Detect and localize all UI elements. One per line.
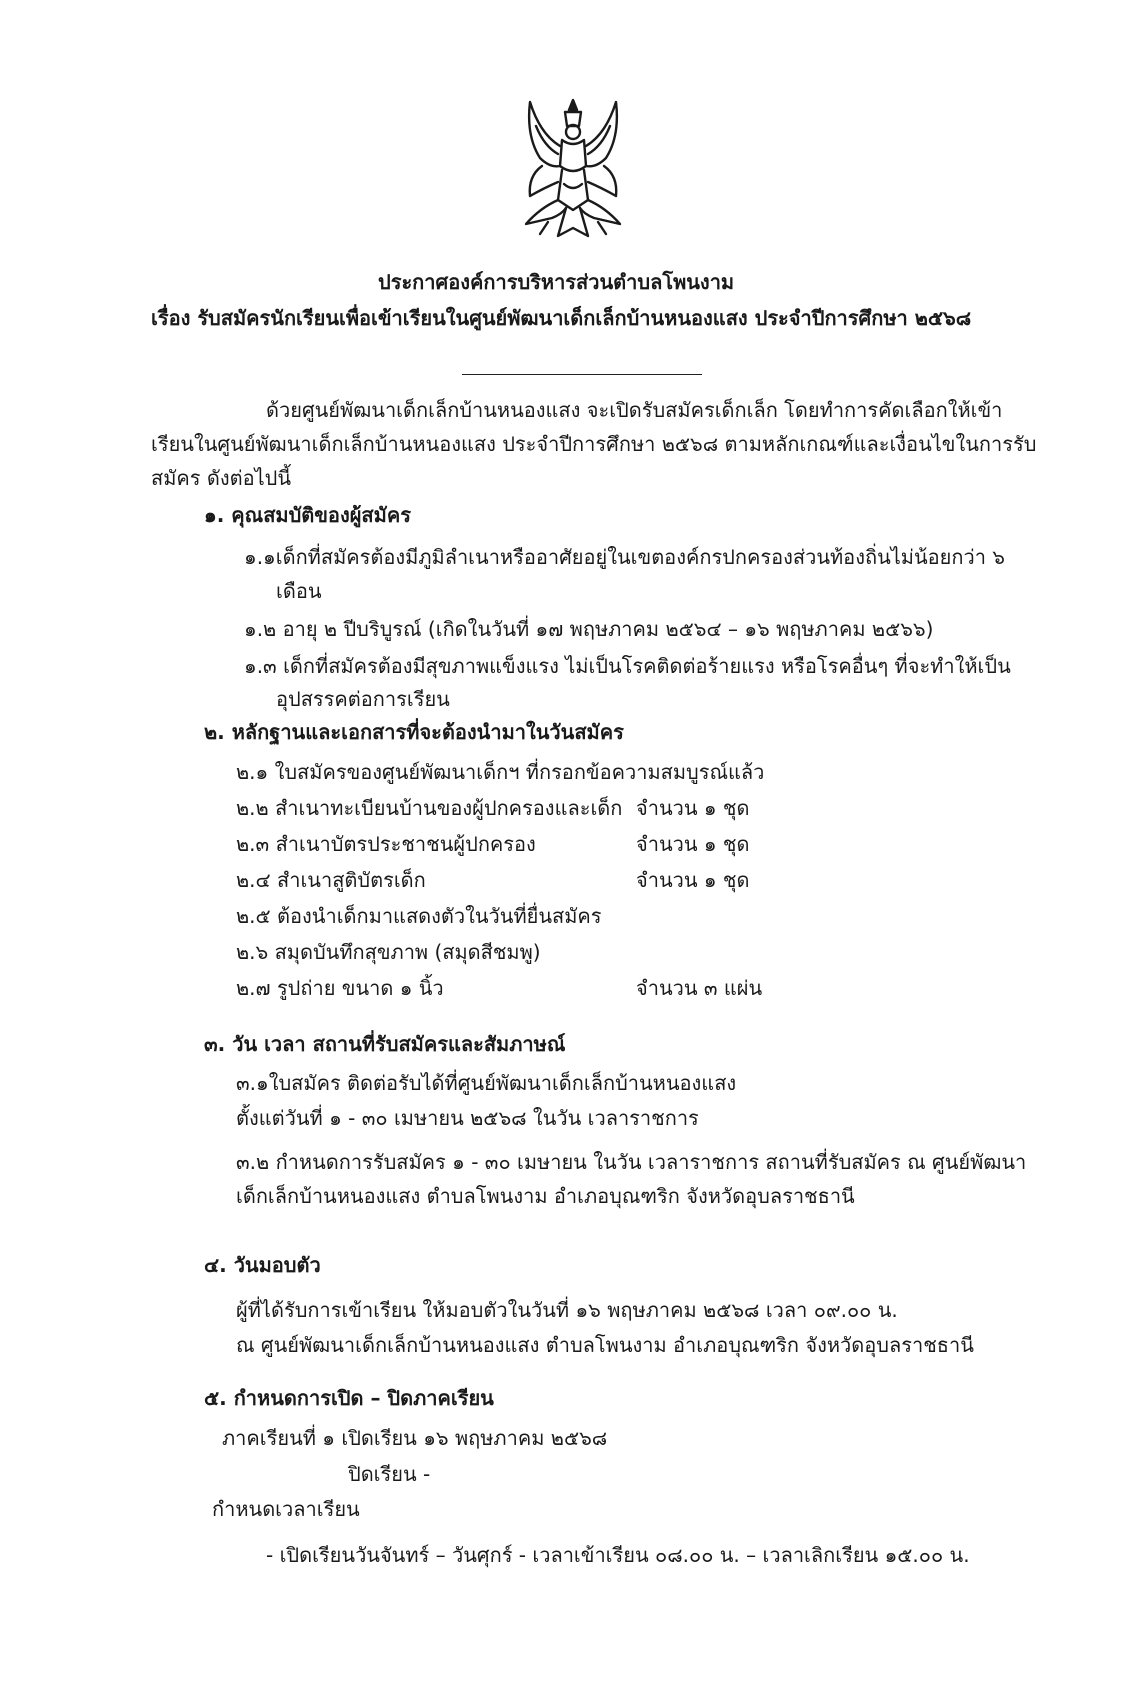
section-2-item-text: ๒.๔ สำเนาสูติบัตรเด็ก [236,868,426,892]
section-1-heading: ๑. คุณสมบัติของผู้สมัคร [204,503,411,527]
section-3-heading: ๓. วัน เวลา สถานที่รับสมัครและสัมภาษณ์ [204,1032,566,1056]
section-4-line-1: ผู้ที่ได้รับการเข้าเรียน ให้มอบตัวในวันที่ ๑๖ พฤษภาคม ๒๕๖๘ เวลา ๐๙.๐๐ น. [236,1298,898,1322]
title-divider [462,374,702,375]
section-5-line-3: กำหนดเวลาเรียน [212,1497,360,1521]
intro-line-2: เรียนในศูนย์พัฒนาเด็กเล็กบ้านหนองแสง ประจำปีการศึกษา ๒๕๖๘ ตามหลักเกณฑ์และเงื่อนไขในการรับ [151,432,1037,456]
section-1-item-1: ๑.๑เด็กที่สมัครต้องมีภูมิลำเนาหรืออาศัยอยู่ในเขตองค์กรปกครองส่วนท้องถิ่นไม่น้อยกว่า ๖ [244,545,1006,569]
section-2-item-text: ๒.๕ ต้องนำเด็กมาแสดงตัวในวันที่ยื่นสมัคร [236,904,602,928]
garuda-emblem-icon [518,96,628,244]
section-2-item-qty: จำนวน ๓ แผ่น [636,976,763,1000]
section-2-item-qty: จำนวน ๑ ชุด [636,796,750,820]
section-5-line-1: ภาคเรียนที่ ๑ เปิดเรียน ๑๖ พฤษภาคม ๒๕๖๘ [222,1426,608,1450]
section-2-item-text: ๒.๖ สมุดบันทึกสุขภาพ (สมุดสีชมพู) [236,940,541,964]
section-2-item-text: ๒.๗ รูปถ่าย ขนาด ๑ นิ้ว [236,976,444,1000]
section-1-item-1-cont: เดือน [276,579,322,603]
announcement-title: ประกาศองค์การบริหารส่วนตำบลโพนงาม [378,270,735,294]
section-1-item-2: ๑.๒ อายุ ๒ ปีบริบูรณ์ (เกิดในวันที่ ๑๗ พฤษภาคม ๒๕๖๔ – ๑๖ พฤษภาคม ๒๕๖๖) [244,617,934,641]
section-5-heading: ๕. กำหนดการเปิด – ปิดภาคเรียน [204,1386,494,1410]
section-1-item-3: ๑.๓ เด็กที่สมัครต้องมีสุขภาพแข็งแรง ไม่เป็นโรคติดต่อร้ายแรง หรือโรคอื่นๆ ที่จะทำให้เป็น [244,654,1011,678]
section-2-heading: ๒. หลักฐานและเอกสารที่จะต้องนำมาในวันสมัคร [204,720,624,744]
section-3-line-3: ๓.๒ กำหนดการรับสมัคร ๑ - ๓๐ เมษายน ในวัน เวลาราชการ สถานที่รับสมัคร ณ ศูนย์พัฒนา [236,1150,1027,1174]
section-1-item-3-cont: อุปสรรคต่อการเรียน [276,687,450,711]
section-5-line-4: - เปิดเรียนวันจันทร์ – วันศุกร์ - เวลาเข้าเรียน ๐๘.๐๐ น. – เวลาเลิกเรียน ๑๕.๐๐ น. [266,1543,970,1567]
section-4-heading: ๔. วันมอบตัว [204,1253,321,1277]
section-3-line-2: ตั้งแต่วันที่ ๑ - ๓๐ เมษายน ๒๕๖๘ ในวัน เวลาราชการ [236,1106,699,1130]
section-3-line-1: ๓.๑ใบสมัคร ติดต่อรับได้ที่ศูนย์พัฒนาเด็กเล็กบ้านหนองแสง [236,1071,737,1095]
section-3-line-4: เด็กเล็กบ้านหนองแสง ตำบลโพนงาม อำเภอบุณฑริก จังหวัดอุบลราชธานี [236,1184,855,1208]
announcement-subject: เรื่อง รับสมัครนักเรียนเพื่อเข้าเรียนในศูนย์พัฒนาเด็กเล็กบ้านหนองแสง ประจำปีการศึกษา ๒๕๖๘ [151,306,972,330]
section-2-item-text: ๒.๓ สำเนาบัตรประชาชนผู้ปกครอง [236,832,536,856]
section-2-item-qty: จำนวน ๑ ชุด [636,868,750,892]
section-4-line-2: ณ ศูนย์พัฒนาเด็กเล็กบ้านหนองแสง ตำบลโพนงาม อำเภอบุณฑริก จังหวัดอุบลราชธานี [236,1333,974,1357]
intro-line-3: สมัคร ดังต่อไปนี้ [151,466,292,490]
section-5-line-2: ปิดเรียน - [348,1462,431,1486]
section-2-item-text: ๒.๒ สำเนาทะเบียนบ้านของผู้ปกครองและเด็ก [236,796,623,820]
section-2-item-qty: จำนวน ๑ ชุด [636,832,750,856]
intro-line-1: ด้วยศูนย์พัฒนาเด็กเล็กบ้านหนองแสง จะเปิดรับสมัครเด็กเล็ก โดยทำการคัดเลือกให้เข้า [266,398,1003,422]
section-2-item-text: ๒.๑ ใบสมัครของศูนย์พัฒนาเด็กฯ ที่กรอกข้อความสมบูรณ์แล้ว [236,760,765,784]
